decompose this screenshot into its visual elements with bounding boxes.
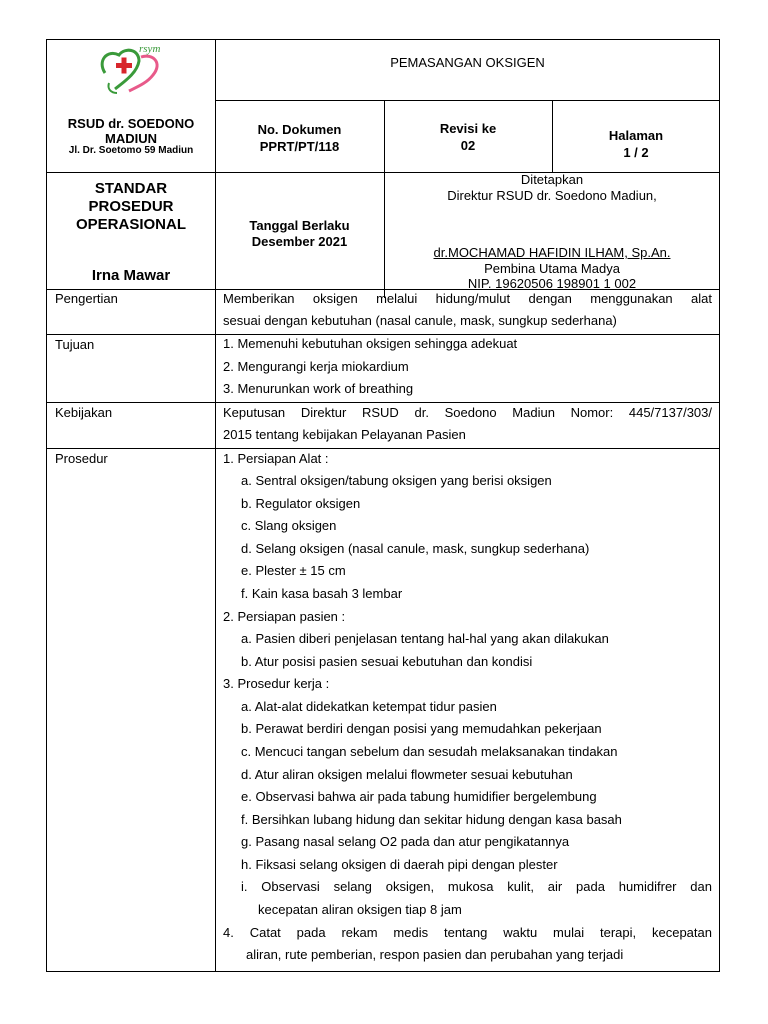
prosedur-line: a. Sentral oksigen/tabung oksigen yang berisi oksigen <box>241 473 552 488</box>
tujuan-item: 2. Mengurangi kerja miokardium <box>223 359 409 374</box>
hospital-address: Jl. Dr. Soetomo 59 Madiun <box>68 145 194 156</box>
prosedur-line: e. Observasi bahwa air pada tabung humidifier bergelembung <box>241 789 597 804</box>
pengertian-label: Pengertian <box>55 291 118 306</box>
sop-line-3: OPERASIONAL <box>75 216 186 233</box>
effective-date: Desember 2021 <box>251 234 348 249</box>
prosedur-line: d. Selang oksigen (nasal canule, mask, sungkup sederhana) <box>241 541 590 556</box>
header-divider-vertical <box>215 40 216 298</box>
prosedur-line: d. Atur aliran oksigen melalui flowmeter sesuai kebutuhan <box>241 767 573 782</box>
prosedur-line: 1. Persiapan Alat : <box>223 451 329 466</box>
hospital-name: RSUD dr. SOEDONO MADIUN <box>67 116 195 146</box>
prosedur-line: a. Pasien diberi penjelasan tentang hal-hal yang akan dilakukan <box>241 631 609 646</box>
kebijakan-label: Kebijakan <box>55 405 113 420</box>
effective-label: Tanggal Berlaku <box>249 218 350 233</box>
section-divider-prosedur <box>47 448 720 449</box>
prosedur-line: aliran, rute pemberian, respon pasien dan perubahan yang terjadi <box>246 947 624 962</box>
prosedur-line: kecepatan aliran oksigen tiap 8 jam <box>258 902 462 917</box>
unit-name: Irna Mawar <box>91 267 171 284</box>
doc-number: PPRT/PT/118 <box>259 139 340 154</box>
prosedur-line: b. Perawat berdiri dengan posisi yang memudahkan pekerjaan <box>241 721 602 736</box>
sop-line-2: PROSEDUR <box>88 198 174 215</box>
prosedur-label: Prosedur <box>55 451 108 466</box>
hospital-logo <box>91 43 171 95</box>
kebijakan-line-2: 2015 tentang kebijakan Pelayanan Pasien <box>223 427 466 442</box>
prosedur-line: b. Atur posisi pasien sesuai kebutuhan dan kondisi <box>241 654 533 669</box>
prosedur-line: h. Fiksasi selang oksigen di daerah pipi dengan plester <box>241 857 558 872</box>
approver-rank: Pembina Utama Madya <box>484 261 620 276</box>
approver-name: dr.MOCHAMAD HAFIDIN ILHAM, Sp.An. <box>433 245 671 260</box>
prosedur-line: g. Pasang nasal selang O2 pada dan atur pengikatannya <box>241 834 570 849</box>
tujuan-label: Tujuan <box>55 337 95 352</box>
approver-nip: NIP. 19620506 198901 1 002 <box>467 276 637 291</box>
tujuan-item: 3. Menurunkan work of breathing <box>223 381 414 396</box>
revision-number: 02 <box>460 138 476 153</box>
sop-line-1: STANDAR <box>94 180 168 197</box>
page-number: 1 / 2 <box>623 145 649 160</box>
logo-text: rsym <box>139 43 161 55</box>
prosedur-line: 2. Persiapan pasien : <box>223 609 346 624</box>
tujuan-item: 1. Memenuhi kebutuhan oksigen sehingga adekuat <box>223 336 518 351</box>
document-title: PEMASANGAN OKSIGEN <box>390 55 545 70</box>
header-divider-title <box>215 100 720 101</box>
prosedur-line: c. Mencuci tangan sebelum dan sesudah melaksanakan tindakan <box>241 744 618 759</box>
pengertian-line-1: Memberikan oksigen melalui hidung/mulut dengan menggunakan alat <box>223 291 712 306</box>
prosedur-line: f. Bersihkan lubang hidung dan sekitar hidung dengan kasa basah <box>241 812 622 827</box>
body-divider-vertical <box>215 289 216 972</box>
revision-label: Revisi ke <box>439 121 497 136</box>
prosedur-line: b. Regulator oksigen <box>241 496 361 511</box>
sop-document <box>46 39 720 972</box>
kebijakan-line-1: Keputusan Direktur RSUD dr. Soedono Madiun Nomor: 445/7137/303/ <box>223 405 712 420</box>
pengertian-line-2: sesuai dengan kebutuhan (nasal canule, mask, sungkup sederhana) <box>223 313 617 328</box>
prosedur-line: a. Alat-alat didekatkan ketempat tidur pasien <box>241 699 497 714</box>
approved-label: Ditetapkan <box>520 172 584 187</box>
prosedur-line: 4. Catat pada rekam medis tentang waktu mulai terapi, kecepatan <box>223 925 712 940</box>
prosedur-line: i. Observasi selang oksigen, mukosa kulit, air pada humidifrer dan <box>241 879 712 894</box>
prosedur-line: 3. Prosedur kerja : <box>223 676 330 691</box>
page-label: Halaman <box>608 128 664 143</box>
prosedur-line: f. Kain kasa basah 3 lembar <box>241 586 403 601</box>
prosedur-line: c. Slang oksigen <box>241 518 337 533</box>
approver-title: Direktur RSUD dr. Soedono Madiun, <box>447 188 657 203</box>
prosedur-line: e. Plester ± 15 cm <box>241 563 346 578</box>
doc-number-label: No. Dokumen <box>257 122 342 137</box>
